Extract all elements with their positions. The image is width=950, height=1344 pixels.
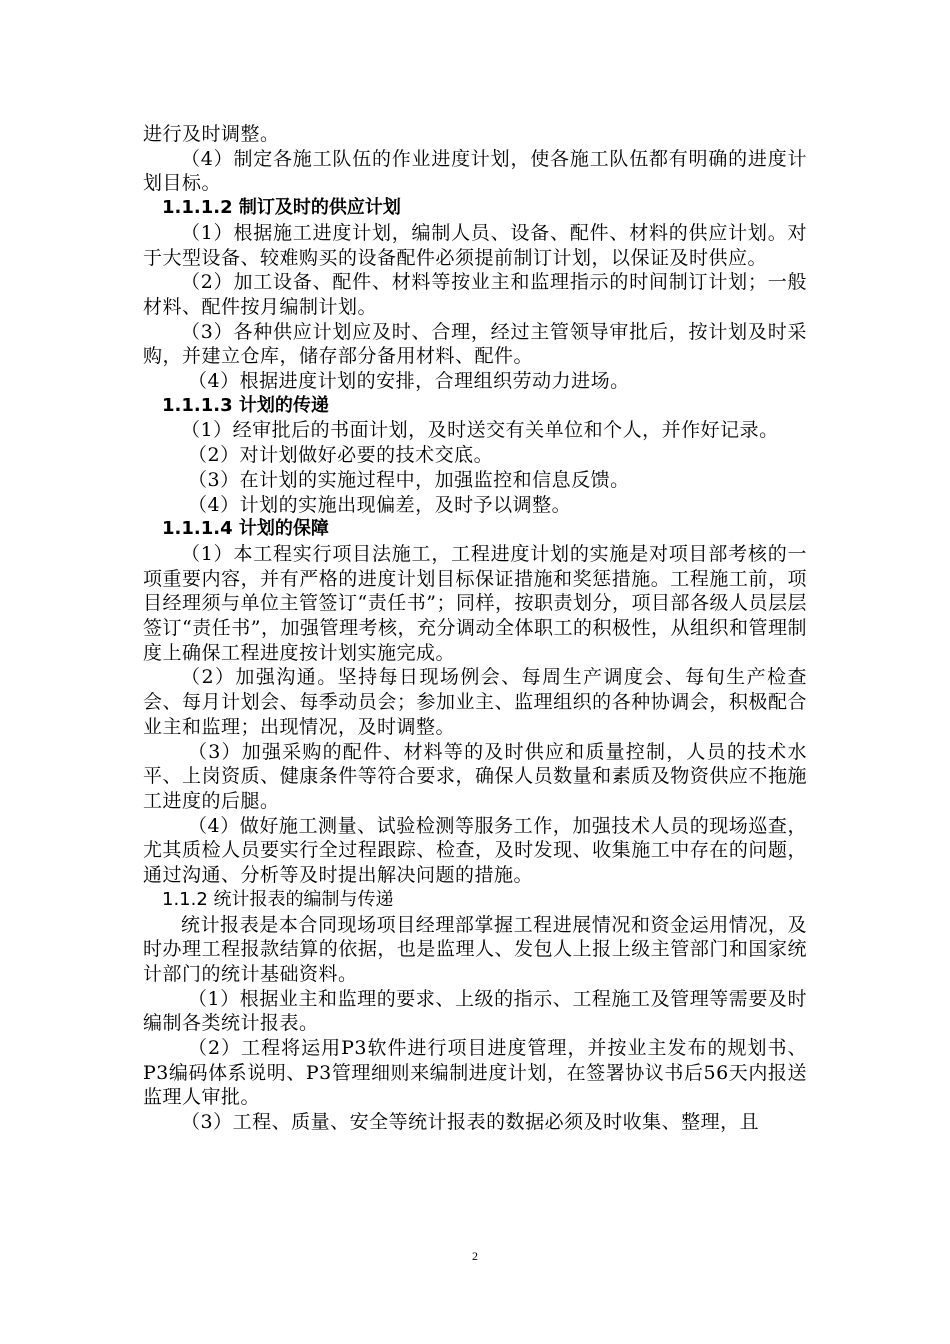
paragraph: （2）加强沟通。坚持每日现场例会、每周生产调度会、每旬生产检查会、每月计划会、每季动员会；参加业主、监理组织的各种协调会，积极配合业主和监理；出现情况，及时调整。 — [143, 666, 807, 738]
paragraph: （3）工程、质量、安全等统计报表的数据必须及时收集、整理，且 — [181, 1111, 760, 1134]
section-heading: 1.1.1.2 制订及时的供应计划 — [162, 197, 401, 219]
paragraph: （4）根据进度计划的安排，合理组织劳动力进场。 — [188, 370, 630, 393]
document-body — [143, 122, 807, 1135]
paragraph: 统计报表是本合同现场项目经理部掌握工程进展情况和资金运用情况，及时办理工程报款结算的依据，也是监理人、发包人上报上级主管部门和国家统计部门的统计基础资料。 — [143, 913, 807, 985]
paragraph: （4）计划的实施出现偏差，及时予以调整。 — [188, 493, 572, 516]
paragraph: （3）各种供应计划应及时、合理，经过主管领导审批后，按计划及时采购，并建立仓库，储存部分备用材料、配件。 — [143, 320, 807, 368]
paragraph: （1）根据施工进度计划，编制人员、设备、配件、材料的供应计划。对于大型设备、较难购买的设备配件必须提前制订计划，以保证及时供应。 — [143, 221, 807, 269]
section-heading: 1.1.1.3 计划的传递 — [162, 394, 329, 416]
paragraph: （4）制定各施工队伍的作业进度计划，使各施工队伍都有明确的进度计划目标。 — [143, 147, 807, 195]
paragraph: （2）对计划做好必要的技术交底。 — [188, 444, 494, 467]
subsection-heading: 1.1.2 统计报表的编制与传递 — [162, 888, 394, 910]
paragraph: 进行及时调整。 — [143, 123, 280, 145]
paragraph: （3）加强采购的配件、材料等的及时供应和质量控制，人员的技术水平、上岗资质、健康条件等符合要求，确保人员数量和素质及物资供应不拖施工进度的后腿。 — [143, 740, 807, 812]
paragraph: （2）工程将运用P3软件进行项目进度管理，并按业主发布的规划书、P3编码体系说明、P3管理细则来编制进度计划，在签署协议书后56天内报送监理人审批。 — [143, 1037, 807, 1109]
section-heading: 1.1.1.4 计划的保障 — [162, 518, 329, 540]
paragraph: （1）根据业主和监理的要求、上级的指示、工程施工及管理等需要及时编制各类统计报表。 — [143, 987, 807, 1035]
paragraph: （1）经审批后的书面计划，及时送交有关单位和个人，并作好记录。 — [181, 419, 779, 442]
paragraph: （1）本工程实行项目法施工，工程进度计划的实施是对项目部考核的一项重要内容，并有严格的进度计划目标保证措施和奖惩措施。工程施工前，项目经理须与单位主管签订“责任书”；同样，按职责划分，项目部各级人员层层签订“责任书”，加强管理考核，充分调动全体职工的积极性，从组织和管理制度上确保工程进度按计划实施完成。 — [143, 542, 807, 664]
paragraph: （3）在计划的实施过程中，加强监控和信息反馈。 — [188, 468, 630, 491]
page-number: 2 — [472, 1249, 478, 1263]
paragraph: （2）加工设备、配件、材料等按业主和监理指示的时间制订计划；一般材料、配件按月编制计划。 — [143, 271, 807, 318]
paragraph: （4）做好施工测量、试验检测等服务工作，加强技术人员的现场巡查，尤其质检人员要实行全过程跟踪、检查，及时发现、收集施工中存在的问题，通过沟通、分析等及时提出解决问题的措施。 — [143, 814, 807, 887]
